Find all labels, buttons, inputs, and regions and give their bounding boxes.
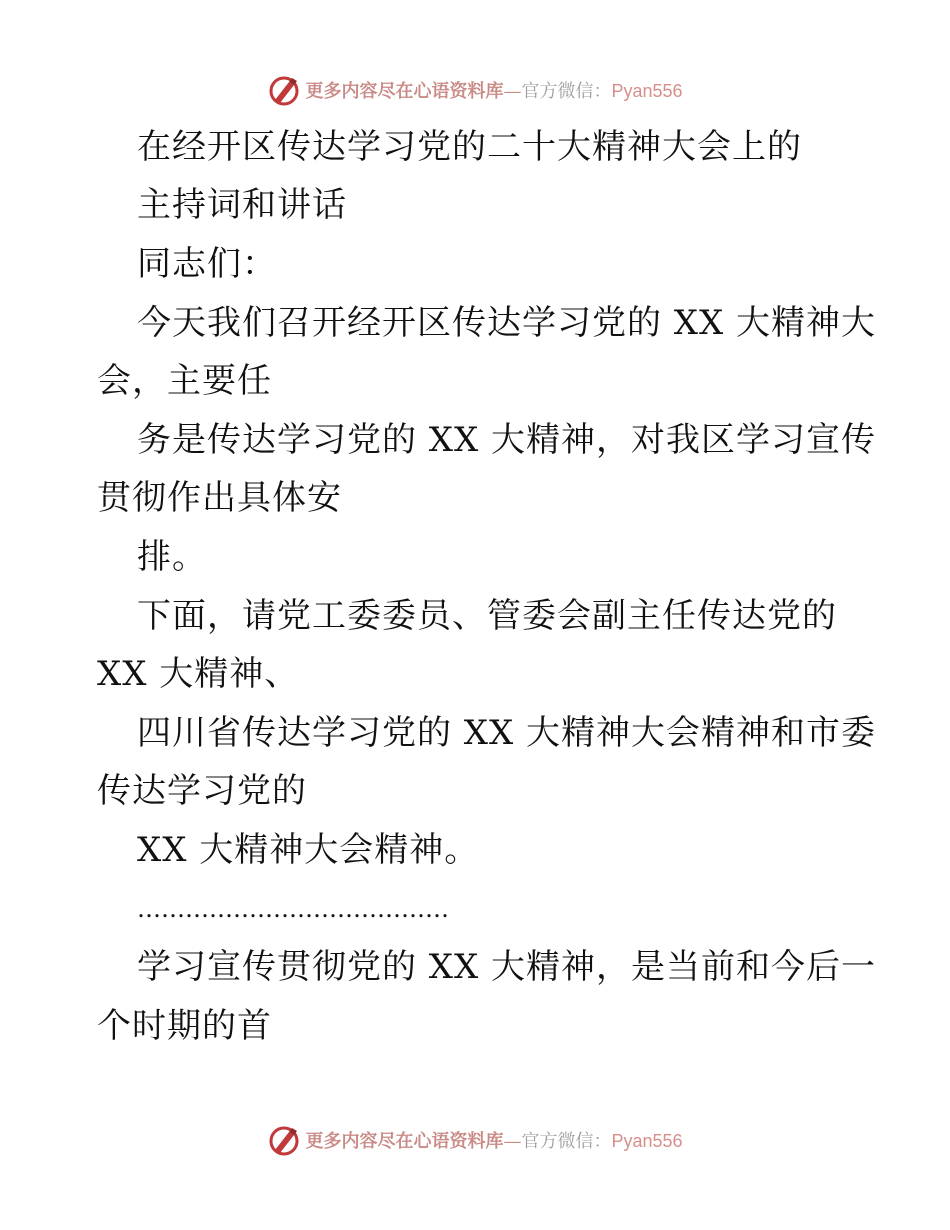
doc-line: 贯彻作出具体安	[97, 478, 342, 518]
watermark-dash: —	[503, 81, 522, 102]
doc-title-line-1: 在经开区传达学习党的二十大精神大会上的	[137, 127, 802, 167]
doc-line: 今天我们召开经开区传达学习党的 XX 大精神大	[137, 303, 877, 343]
doc-line: 务是传达学习党的 XX 大精神，对我区学习宣传	[137, 420, 877, 460]
doc-line: 学习宣传贯彻党的 XX 大精神，是当前和今后一	[137, 947, 877, 987]
watermark-dash: —	[503, 1131, 522, 1152]
pen-logo-icon	[267, 1123, 301, 1157]
doc-line: 会，主要任	[97, 361, 272, 401]
doc-line: 四川省传达学习党的 XX 大精神大会精神和市委	[137, 713, 877, 753]
footer-watermark	[0, 1120, 950, 1160]
doc-line: 排。	[137, 537, 207, 577]
pen-logo-icon	[267, 73, 301, 107]
doc-line: XX 大精神大会精神。	[137, 830, 480, 870]
header-watermark	[0, 70, 950, 110]
doc-line: 传达学习党的	[97, 771, 307, 811]
doc-line: 个时期的首	[97, 1006, 272, 1046]
doc-line: XX 大精神、	[97, 654, 300, 694]
watermark-main: 更多内容尽在心语资料库	[305, 81, 504, 102]
doc-line: 下面，请党工委委员、管委会副主任传达党的	[137, 596, 837, 636]
doc-salutation: 同志们：	[137, 244, 277, 284]
doc-title-line-2: 主持词和讲话	[137, 185, 347, 225]
watermark-official: 官方微信：	[521, 81, 612, 102]
watermark-text	[305, 77, 682, 103]
watermark-official: 官方微信：	[521, 1131, 612, 1152]
watermark-wechat-id: Pyan556	[611, 81, 683, 101]
watermark-wechat-id: Pyan556	[611, 1131, 683, 1151]
doc-ellipsis: …………………………………	[137, 895, 449, 923]
watermark-text	[305, 1127, 682, 1153]
watermark-main: 更多内容尽在心语资料库	[305, 1131, 504, 1152]
